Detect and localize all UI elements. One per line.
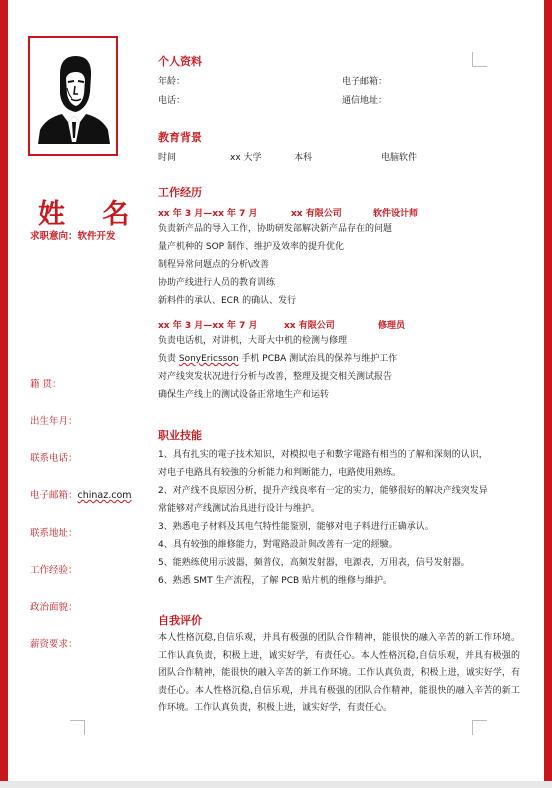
job2-duty: 负责 SonyEricsson 手机 PCBA 测试治具的保养与维护工作 <box>158 354 398 364</box>
job1-duty: 协助产线进行人员的教育训练 <box>158 278 276 288</box>
crop-mark-bottom-right <box>472 720 487 735</box>
skill-line: 5、能熟练使用示波器，频普仪，高频发射器，电源表，万用表，信号发射器。 <box>158 558 470 568</box>
section-title-intro: 自我评价 <box>158 614 202 627</box>
side-label-phone: 联系电话： <box>30 453 78 464</box>
education-degree: 本科 <box>294 153 313 163</box>
email-label: 电子邮箱： <box>342 77 388 87</box>
job2-duty: 确保生产线上的测试设备正常地生产和运转 <box>158 390 330 400</box>
spellcheck-flagged-word: SonyEricsson <box>178 354 239 364</box>
job1-duty: 负责新产品的导入工作，协助研发部解决新产品存在的问题 <box>158 224 393 234</box>
section-title-skills: 职业技能 <box>158 429 202 442</box>
profile-photo-frame <box>28 36 118 156</box>
side-email-value[interactable]: chinaz.com <box>77 490 132 501</box>
job2-company: xx 有限公司 <box>284 321 335 331</box>
skill-line: 3、熟悉电子材料及其电气特性能鉴别，能够对电子料进行正确承认。 <box>158 522 434 532</box>
skills-list <box>158 446 520 590</box>
self-evaluation-text: 本人性格沉稳,自信乐观，并具有极强的团队合作精神，能很快的融入辛苦的新工作环境。工作认真负责，积极上进，诚实好学，有责任心。本人性格沉稳,自信乐观，并具有极强的团队合作精神，能很快的融入辛苦的新工作环境。工作认真负责，积极上进，诚实好学，有责任心。本人性格沉稳,自信乐观，并具有极强的团队合作精神，能很快的融入辛苦的新工作环境。工作认真负责，积极上进，诚实好学，有责任心。 <box>158 633 520 713</box>
side-label-hometown: 籍 贯： <box>30 379 62 390</box>
side-label-experience: 工作经验： <box>30 565 78 576</box>
job2-position: 修理员 <box>378 321 406 331</box>
address-label: 通信地址： <box>342 96 388 106</box>
page-bottom-edge <box>0 781 552 788</box>
side-label-politics: 政治面貌： <box>30 602 78 613</box>
education-major: 电脑软件 <box>381 153 418 163</box>
skill-line: 1、具有扎实的電子技术知识，对模拟电子和數字電路有相当的了解和深刻的认识， <box>158 450 488 460</box>
job1-company: xx 有限公司 <box>291 209 342 219</box>
candidate-name: 姓 名 <box>38 199 144 230</box>
job1-duty: 制程异常问题点的分析\改善 <box>158 260 270 270</box>
job1-duty: 新料件的承认、ECR 的确认、发行 <box>158 296 297 306</box>
profile-photo <box>38 52 110 144</box>
job2-duty: 负责电话机，对讲机，大哥大中机的检测与修理 <box>158 336 348 346</box>
section-title-personal: 个人资料 <box>158 55 202 68</box>
right-accent-bar <box>544 0 552 788</box>
skill-line: 常能够对产线测试治具进行设计与维护。 <box>158 504 321 514</box>
section-title-education: 教育背景 <box>158 131 202 144</box>
crop-mark-top-right <box>472 52 487 67</box>
left-accent-bar <box>0 0 8 788</box>
skill-line: 2、对产线不良原因分析，提升产线良率有一定的实力，能够很好的解决产线突发异 <box>158 486 488 496</box>
skill-line: 6、熟悉 SMT 生产流程，了解 PCB 贴片机的维修与維护。 <box>158 576 393 586</box>
phone-label: 电话： <box>158 96 186 106</box>
education-school: xx 大学 <box>230 153 262 163</box>
crop-mark-bottom-left <box>70 720 85 735</box>
skill-line: 对电子电路具有较強的分析能力和判断能力，电路使用熟练。 <box>158 468 402 478</box>
side-label-salary: 薪资要求： <box>30 639 78 650</box>
skill-line: 4、具有较強的維修能力，對電路設計與改善有一定的經驗。 <box>158 540 398 550</box>
side-label-address: 联系地址： <box>30 528 78 539</box>
job1-duty: 量产机种的 SOP 制作、维护及效率的提升优化 <box>158 242 344 252</box>
job2-duties <box>158 332 520 404</box>
side-label-birth: 出生年月： <box>30 416 78 427</box>
side-label-email <box>30 487 132 501</box>
job-intent: 求职意向：软件开发 <box>30 231 116 242</box>
job1-duties <box>158 220 520 310</box>
side-label-email-text: 电子邮箱： <box>30 490 78 501</box>
age-label: 年龄： <box>158 77 186 87</box>
job1-period: xx 年 3 月—xx 年 7 月 <box>158 209 258 219</box>
job2-period: xx 年 3 月—xx 年 7 月 <box>158 321 258 331</box>
section-title-work: 工作经历 <box>158 186 202 199</box>
job1-position: 软件设计师 <box>373 209 419 219</box>
job2-duty: 对产线突发状况进行分析与改善，整理及提交相关测试报告 <box>158 372 393 382</box>
education-period: 时间 <box>158 153 177 163</box>
